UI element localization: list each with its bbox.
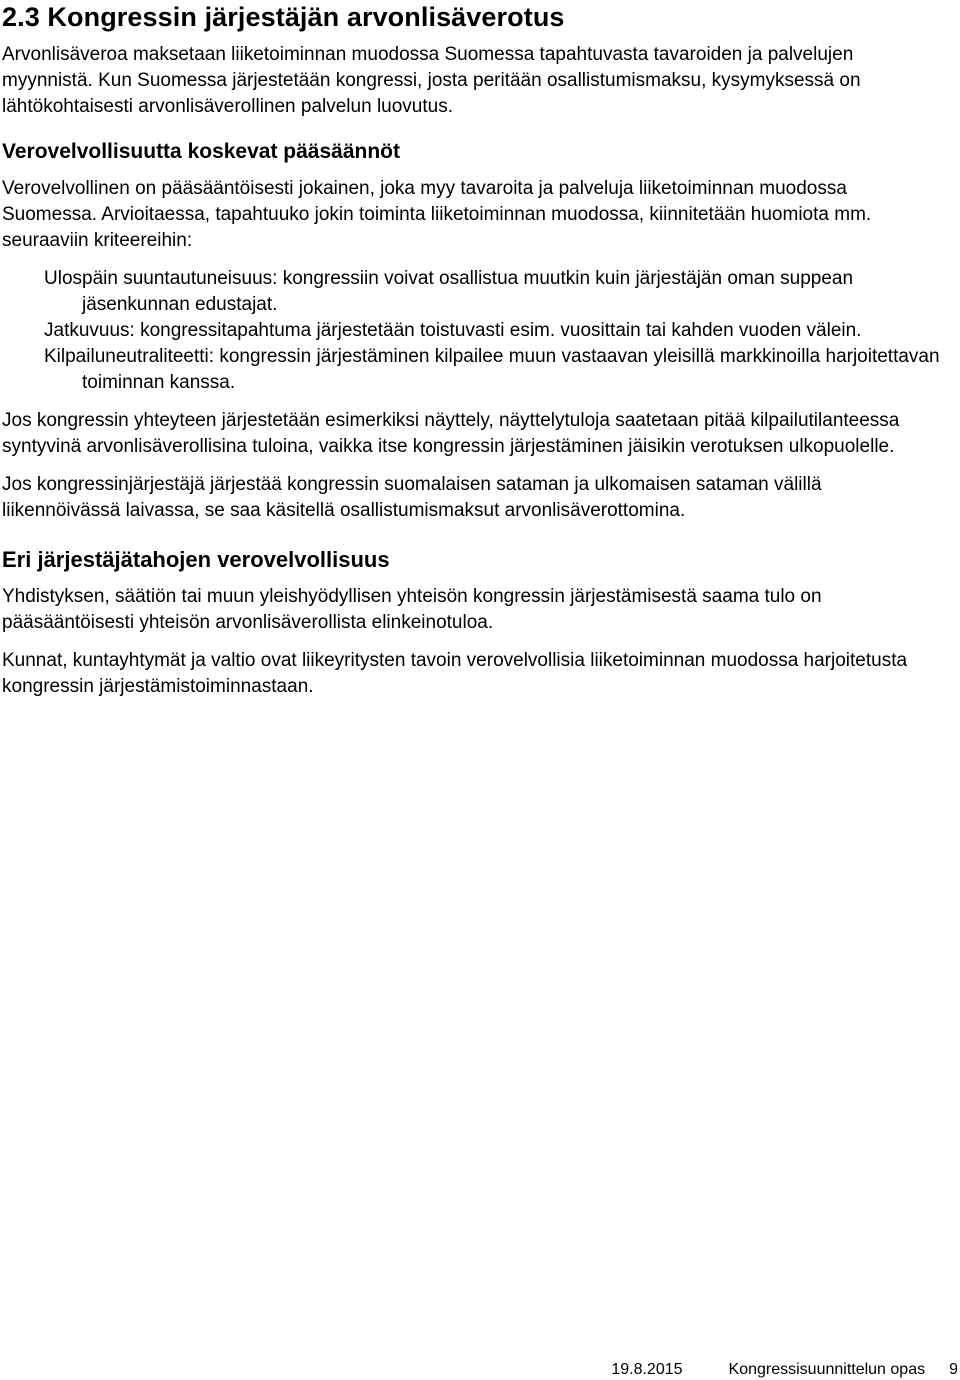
associations-paragraph: Yhdistyksen, säätiön tai muun yleishyödyllisen yhteisön kongressin järjestämisestä saama tulo on pääsääntöisesti yhteisön arvonlisäverollista elinkeinotuloa. [2,586,822,633]
intro-paragraph: Arvonlisäveroa maksetaan liiketoiminnan muodossa Suomessa tapahtuvasta tavaroiden ja palvelujen myynnistä. Kun Suomessa järjestetään kongressi, josta peritään osallistumismaksu, kysymyksessä on lähtökohtaisesti arvonlisäverollinen palvelun luovutus. [2,44,861,117]
page-footer [0,1360,958,1380]
criteria-item: Ulospäin suuntautuneisuus: kongressiin voivat osallistua muutkin kuin järjestäjän oman suppean jäsenkunnan edustajat. [44,268,854,315]
footer-date: 19.8.2015 [611,1361,683,1378]
footer-title: Kongressisuunnittelun opas [728,1361,926,1378]
criteria-item: Jatkuvuus: kongressitapahtuma järjestetään toistuvasti esim. vuosittain tai kahden vuoden välein. [44,320,862,341]
section-heading: 2.3 Kongressin järjestäjän arvonlisäverotus [2,2,565,32]
municipalities-paragraph: Kunnat, kuntayhtymät ja valtio ovat liikeyritysten tavoin verovelvollisia liiketoiminnan muodossa harjoitetusta kongressin järjestämistoiminnastaan. [2,650,908,697]
section2-heading: Eri järjestäjätahojen verovelvollisuus [2,547,390,572]
criteria-list [2,266,942,396]
exhibition-paragraph: Jos kongressin yhteyteen järjestetään esimerkiksi näyttely, näyttelytuloja saatetaan pitää kilpailutilanteessa syntyvinä arvonlisäverollisina tuloina, vaikka itse kongressin järjestäminen jäisikin verotuksen ulkopuolelle. [2,410,900,457]
subheading: Verovelvollisuutta koskevat pääsäännöt [2,140,400,163]
page-content [2,0,942,700]
subintro-paragraph: Verovelvollinen on pääsääntöisesti jokainen, joka myy tavaroita ja palveluja liiketoiminnan muodossa Suomessa. Arvioitaessa, tapahtuuko jokin toiminta liiketoiminnan muodossa, kiinnitetään huomiota mm. seuraaviin kriteereihin: [2,178,872,251]
ship-paragraph: Jos kongressinjärjestäjä järjestää kongressin suomalaisen sataman ja ulkomaisen sataman välillä liikennöivässä laivassa, se saa käsitellä osallistumismaksut arvonlisäverottomina. [2,474,822,521]
criteria-item: Kilpailuneutraliteetti: kongressin järjestäminen kilpailee muun vastaavan yleisillä markkinoilla harjoitettavan toiminnan kanssa. [44,346,940,393]
footer-page-number: 9 [949,1361,958,1378]
